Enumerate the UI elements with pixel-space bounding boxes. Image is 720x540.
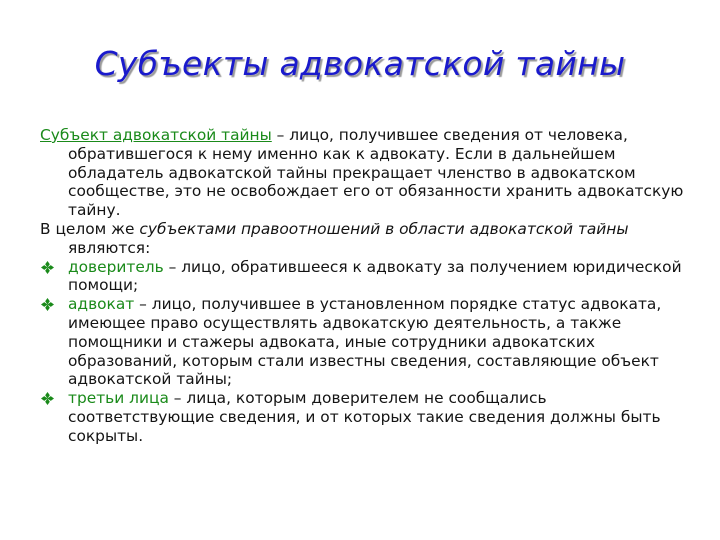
list-item (40, 389, 690, 445)
bullet-term: адвокат (68, 295, 135, 314)
bullet-text: – лица, которым доверителем не сообщались соответствующие сведения, и от которых такие сведения должны быть сокрыты. (68, 389, 661, 445)
four-diamond-bullet-icon (41, 298, 54, 311)
intro-italic-text: субъектами правоотношений в области адвокатской тайны (139, 219, 629, 238)
term-subject: Субъект адвокатской тайны (40, 126, 272, 144)
intro-text: В целом же (40, 219, 140, 238)
list-item (40, 258, 690, 296)
bullet-text: – лицо, получившее в установленном порядке статус адвоката, имеющее право осуществлять адвокатскую деятельность, а также помощники и стажеры адвоката, иные сотрудники адвокатских образований, которым стали известны сведения, составляющие объект адвокатской тайны; (68, 295, 662, 389)
intro-end-text: являются: (68, 238, 151, 257)
list-item (40, 295, 690, 389)
slide-title: Субъекты адвокатской тайны (94, 44, 626, 83)
definition-text: – лицо, получившее сведения от человека, обратившегося к нему именно как к адвокату. Если в дальнейшем обладатель адвокатской тайны прекращает членство в адвокатском сообществе, это не освобождает его от обязанности хранить адвокатскую тайну. (68, 126, 684, 220)
paragraph-definition (40, 126, 690, 220)
four-diamond-bullet-icon (41, 261, 54, 274)
slide-body (40, 126, 690, 446)
bullet-term: доверитель (68, 257, 164, 276)
bullet-term: третьи лица (68, 389, 169, 408)
four-diamond-bullet-icon (41, 392, 54, 405)
bullet-text: – лицо, обратившееся к адвокату за получением юридической помощи; (68, 257, 682, 295)
paragraph-intro (40, 220, 690, 258)
